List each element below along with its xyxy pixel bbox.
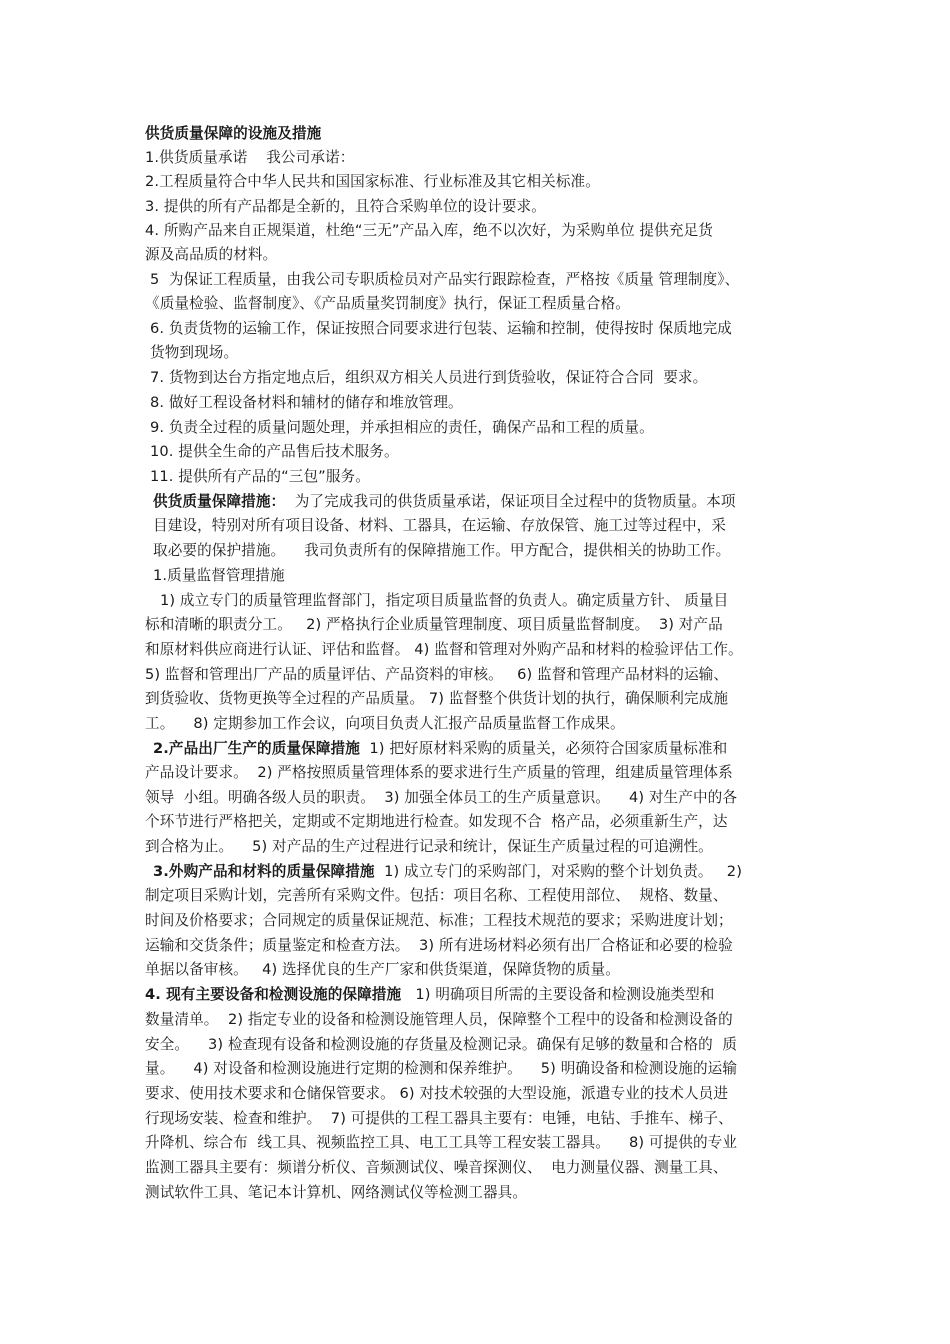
section-2-line: 产品设计要求。 2) 严格按照质量管理体系的要求进行生产质量的管理，组建质量管理体系 [145,764,733,781]
section-1-line: 5) 监督和管理出厂产品的质量评估、产品资料的审核。 6) 监督和管理产品材料的运输、 [145,666,729,683]
section-4-first-line [145,985,715,1005]
commitment-line: 2.工程质量符合中华人民共和国国家标准、行业标准及其它相关标准。 [145,173,600,190]
section-3-title: 3.外购产品和材料的质量保障措施 [153,863,375,880]
section-1-line: 和原材料供应商进行认证、评估和监督。 4) 监督和管理对外购产品和材料的检验评估工作。 [145,641,743,658]
measures-intro-line [153,492,736,512]
section-1-line: 1) 成立专门的质量管理监督部门，指定项目质量监督的负责人。确定质量方针、 质量目 [160,592,729,609]
section-3-text: 1) 成立专门的采购部门，对采购的整个计划负责。 2) [374,863,742,880]
section-1-line: 工。 8) 定期参加工作会议，向项目负责人汇报产品质量监督工作成果。 [145,715,625,732]
section-4-title: 4. 现有主要设备和检测设施的保障措施 [145,986,402,1003]
section-2-text: 1) 把好原材料采购的质量关，必须符合国家质量标准和 [359,740,728,757]
section-4-text: 1) 明确项目所需的主要设备和检测设施类型和 [401,986,715,1003]
commitment-line: 5 为保证工程质量，由我公司专职质检员对产品实行跟踪检查，严格按《质量 管理制度》、 [150,271,740,288]
commitment-line: 11. 提供所有产品的“三包”服务。 [150,468,370,485]
measures-intro-text: 为了完成我司的供货质量承诺，保证项目全过程中的货物质量。本项 [285,493,736,510]
section-3-line: 制定项目采购计划，完善所有采购文件。包括：项目名称、工程使用部位、 规格、数量、 [145,887,728,904]
section-3-line: 时间及价格要求；合同规定的质量保证规范、标准；工程技术规范的要求；采购进度计划； [145,912,733,929]
commitment-line: 源及高品质的材料。 [145,246,278,263]
section-2-title: 2.产品出厂生产的质量保障措施 [153,740,360,757]
commitment-header: 1.供货质量承诺 我公司承诺： [145,149,355,166]
section-2-line: 到合格为止。 5) 对产品的生产过程进行记录和统计，保证生产质量过程的可追溯性。 [145,838,713,855]
section-4-line: 测试软件工具、笔记本计算机、网络测试仪等检测工器具。 [145,1184,528,1201]
measures-intro-label: 供货质量保障措施： [153,493,286,510]
section-1-title: 1.质量监督管理措施 [153,567,285,584]
section-4-line: 要求、使用技术要求和仓储保管要求。 6) 对技术较强的大型设施，派遣专业的技术人员进 [145,1085,729,1102]
commitment-line: 3. 提供的所有产品都是全新的，且符合采购单位的设计要求。 [145,198,546,215]
section-2-line: 个环节进行严格把关，定期或不定期地进行检查。如发现不合 格产品，必须重新生产，达 [145,813,728,830]
commitment-line: 货物到现场。 [150,344,239,361]
commitment-line: 6. 负责货物的运输工作，保证按照合同要求进行包装、运输和控制，使得按时 保质地完成 [150,320,732,337]
section-4-line: 数量清单。 2) 指定专业的设备和检测设施管理人员，保障整个工程中的设备和检测设备的 [145,1011,733,1028]
commitment-line: 10. 提供全生命的产品售后技术服务。 [150,443,399,460]
section-4-line: 升降机、综合布 线工具、视频监控工具、电工工具等工程安装工器具。 8) 可提供的专业 [145,1134,738,1151]
section-4-line: 行现场安装、检查和维护。 7) 可提供的工程工器具主要有：电锤，电钻、手推车、梯子、 [145,1110,733,1127]
section-1-line: 到货验收、货物更换等全过程的产品质量。 7) 监督整个供货计划的执行，确保顺利完成施 [145,690,729,707]
section-3-line: 运输和交货条件；质量鉴定和检查方法。 3) 所有进场材料必须有出厂合格证和必要的检验 [145,937,733,954]
section-2-first-line [153,739,727,759]
section-2-line: 领导 小组。明确各级人员的职责。 3) 加强全体员工的生产质量意识。 4) 对生产中的各 [145,789,738,806]
commitment-line: 8. 做好工程设备材料和辅材的储存和堆放管理。 [150,394,463,411]
section-3-line: 单据以备审核。 4) 选择优良的生产厂家和供货渠道，保障货物的质量。 [145,961,620,978]
commitment-line: 4. 所购产品来自正规渠道，杜绝“三无”产品入库，绝不以次好，为采购单位 提供充足货 [145,222,713,239]
section-4-line: 安全。 3) 检查现有设备和检测设施的存货量及检测记录。确保有足够的数量和合格的 质 [145,1036,738,1053]
section-1-line: 标和清晰的职责分工。 2) 严格执行企业质量管理制度、项目质量监督制度。 3) 对产品 [145,616,723,633]
section-4-line: 量。 4) 对设备和检测设施进行定期的检测和保养维护。 5) 明确设备和检测设施的运输 [145,1060,738,1077]
commitment-line: 9. 负责全过程的质量问题处理，并承担相应的责任，确保产品和工程的质量。 [150,419,654,436]
measures-intro-line: 目建设，特别对所有项目设备、材料、工器具，在运输、存放保管、施工过等过程中，采 [153,517,727,534]
measures-intro-line: 取必要的保护措施。 我司负责所有的保障措施工作。甲方配合，提供相关的协助工作。 [153,542,731,559]
commitment-line: 《质量检验、监督制度》、《产品质量奖罚制度》执行，保证工程质量合格。 [145,295,630,312]
section-4-line: 监测工器具主要有：频谱分析仪、音频测试仪、噪音探测仪、 电力测量仪器、测量工具、 [145,1159,728,1176]
document-title: 供货质量保障的设施及措施 [145,125,322,142]
section-3-first-line [153,862,742,882]
commitment-line: 7. 货物到达台方指定地点后，组织双方相关人员进行到货验收，保证符合合同 要求。 [150,369,708,386]
